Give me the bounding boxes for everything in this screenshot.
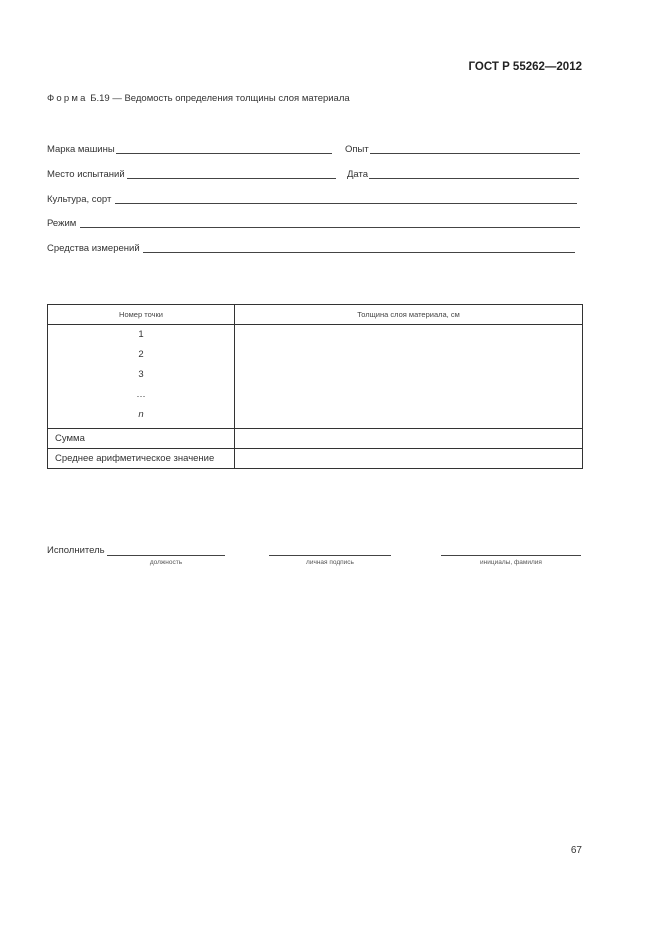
sum-value-cell[interactable] xyxy=(235,429,583,449)
signature-label: Исполнитель xyxy=(47,545,105,556)
field-label-test-site: Место испытаний xyxy=(47,169,125,180)
field-line-experiment[interactable] xyxy=(370,153,580,154)
field-instruments xyxy=(47,242,575,254)
thickness-values-cell[interactable] xyxy=(235,325,583,429)
mean-value-cell[interactable] xyxy=(235,449,583,469)
page-number: 67 xyxy=(570,845,582,856)
field-test-site xyxy=(47,168,336,180)
point-1: 1 xyxy=(138,329,144,340)
field-label-experiment: Опыт xyxy=(345,144,369,155)
caption-signature: личная подпись xyxy=(306,559,354,566)
field-line-crop-variety[interactable] xyxy=(115,203,577,204)
field-mode xyxy=(47,217,580,229)
thickness-table xyxy=(47,304,583,469)
point-n: n xyxy=(138,409,144,420)
field-label-mode: Режим xyxy=(47,218,77,229)
field-crop-variety xyxy=(47,193,577,205)
caption-initials-surname: инициалы, фамилия xyxy=(480,559,542,566)
field-line-date[interactable] xyxy=(369,178,579,179)
table-row-mean xyxy=(48,449,583,469)
signature-position-line[interactable] xyxy=(107,555,225,556)
point-2: 2 xyxy=(138,349,144,360)
field-line-test-site[interactable] xyxy=(127,178,336,179)
form-title-text: Б.19 — Ведомость определения толщины слоя материала xyxy=(87,93,350,104)
points-cell xyxy=(48,325,235,429)
field-line-instruments[interactable] xyxy=(143,252,575,253)
table-header-row xyxy=(48,305,583,325)
field-date xyxy=(347,168,579,180)
field-line-machine-brand[interactable] xyxy=(116,153,332,154)
field-label-date: Дата xyxy=(347,169,369,180)
table-row-points xyxy=(48,325,583,429)
caption-position: должность xyxy=(149,559,183,566)
mean-label: Среднее арифметическое значение xyxy=(48,449,235,469)
form-title xyxy=(47,93,350,104)
field-machine-brand xyxy=(47,143,332,155)
header-point-number: Номер точки xyxy=(48,305,235,325)
table-row-sum xyxy=(48,429,583,449)
header-thickness: Толщина слоя материала, см xyxy=(235,305,583,325)
sum-label: Сумма xyxy=(48,429,235,449)
point-ellipsis: … xyxy=(136,389,146,400)
standard-code: ГОСТ Р 55262—2012 xyxy=(468,61,582,73)
field-experiment xyxy=(345,143,580,155)
field-line-mode[interactable] xyxy=(80,227,580,228)
form-title-prefix: Форма xyxy=(47,93,88,104)
signature-sign-line[interactable] xyxy=(269,555,391,556)
point-3: 3 xyxy=(138,369,144,380)
field-label-crop-variety: Культура, сорт xyxy=(47,194,112,205)
field-label-machine-brand: Марка машины xyxy=(47,144,115,155)
field-label-instruments: Средства измерений xyxy=(47,243,140,254)
signature-name-line[interactable] xyxy=(441,555,581,556)
